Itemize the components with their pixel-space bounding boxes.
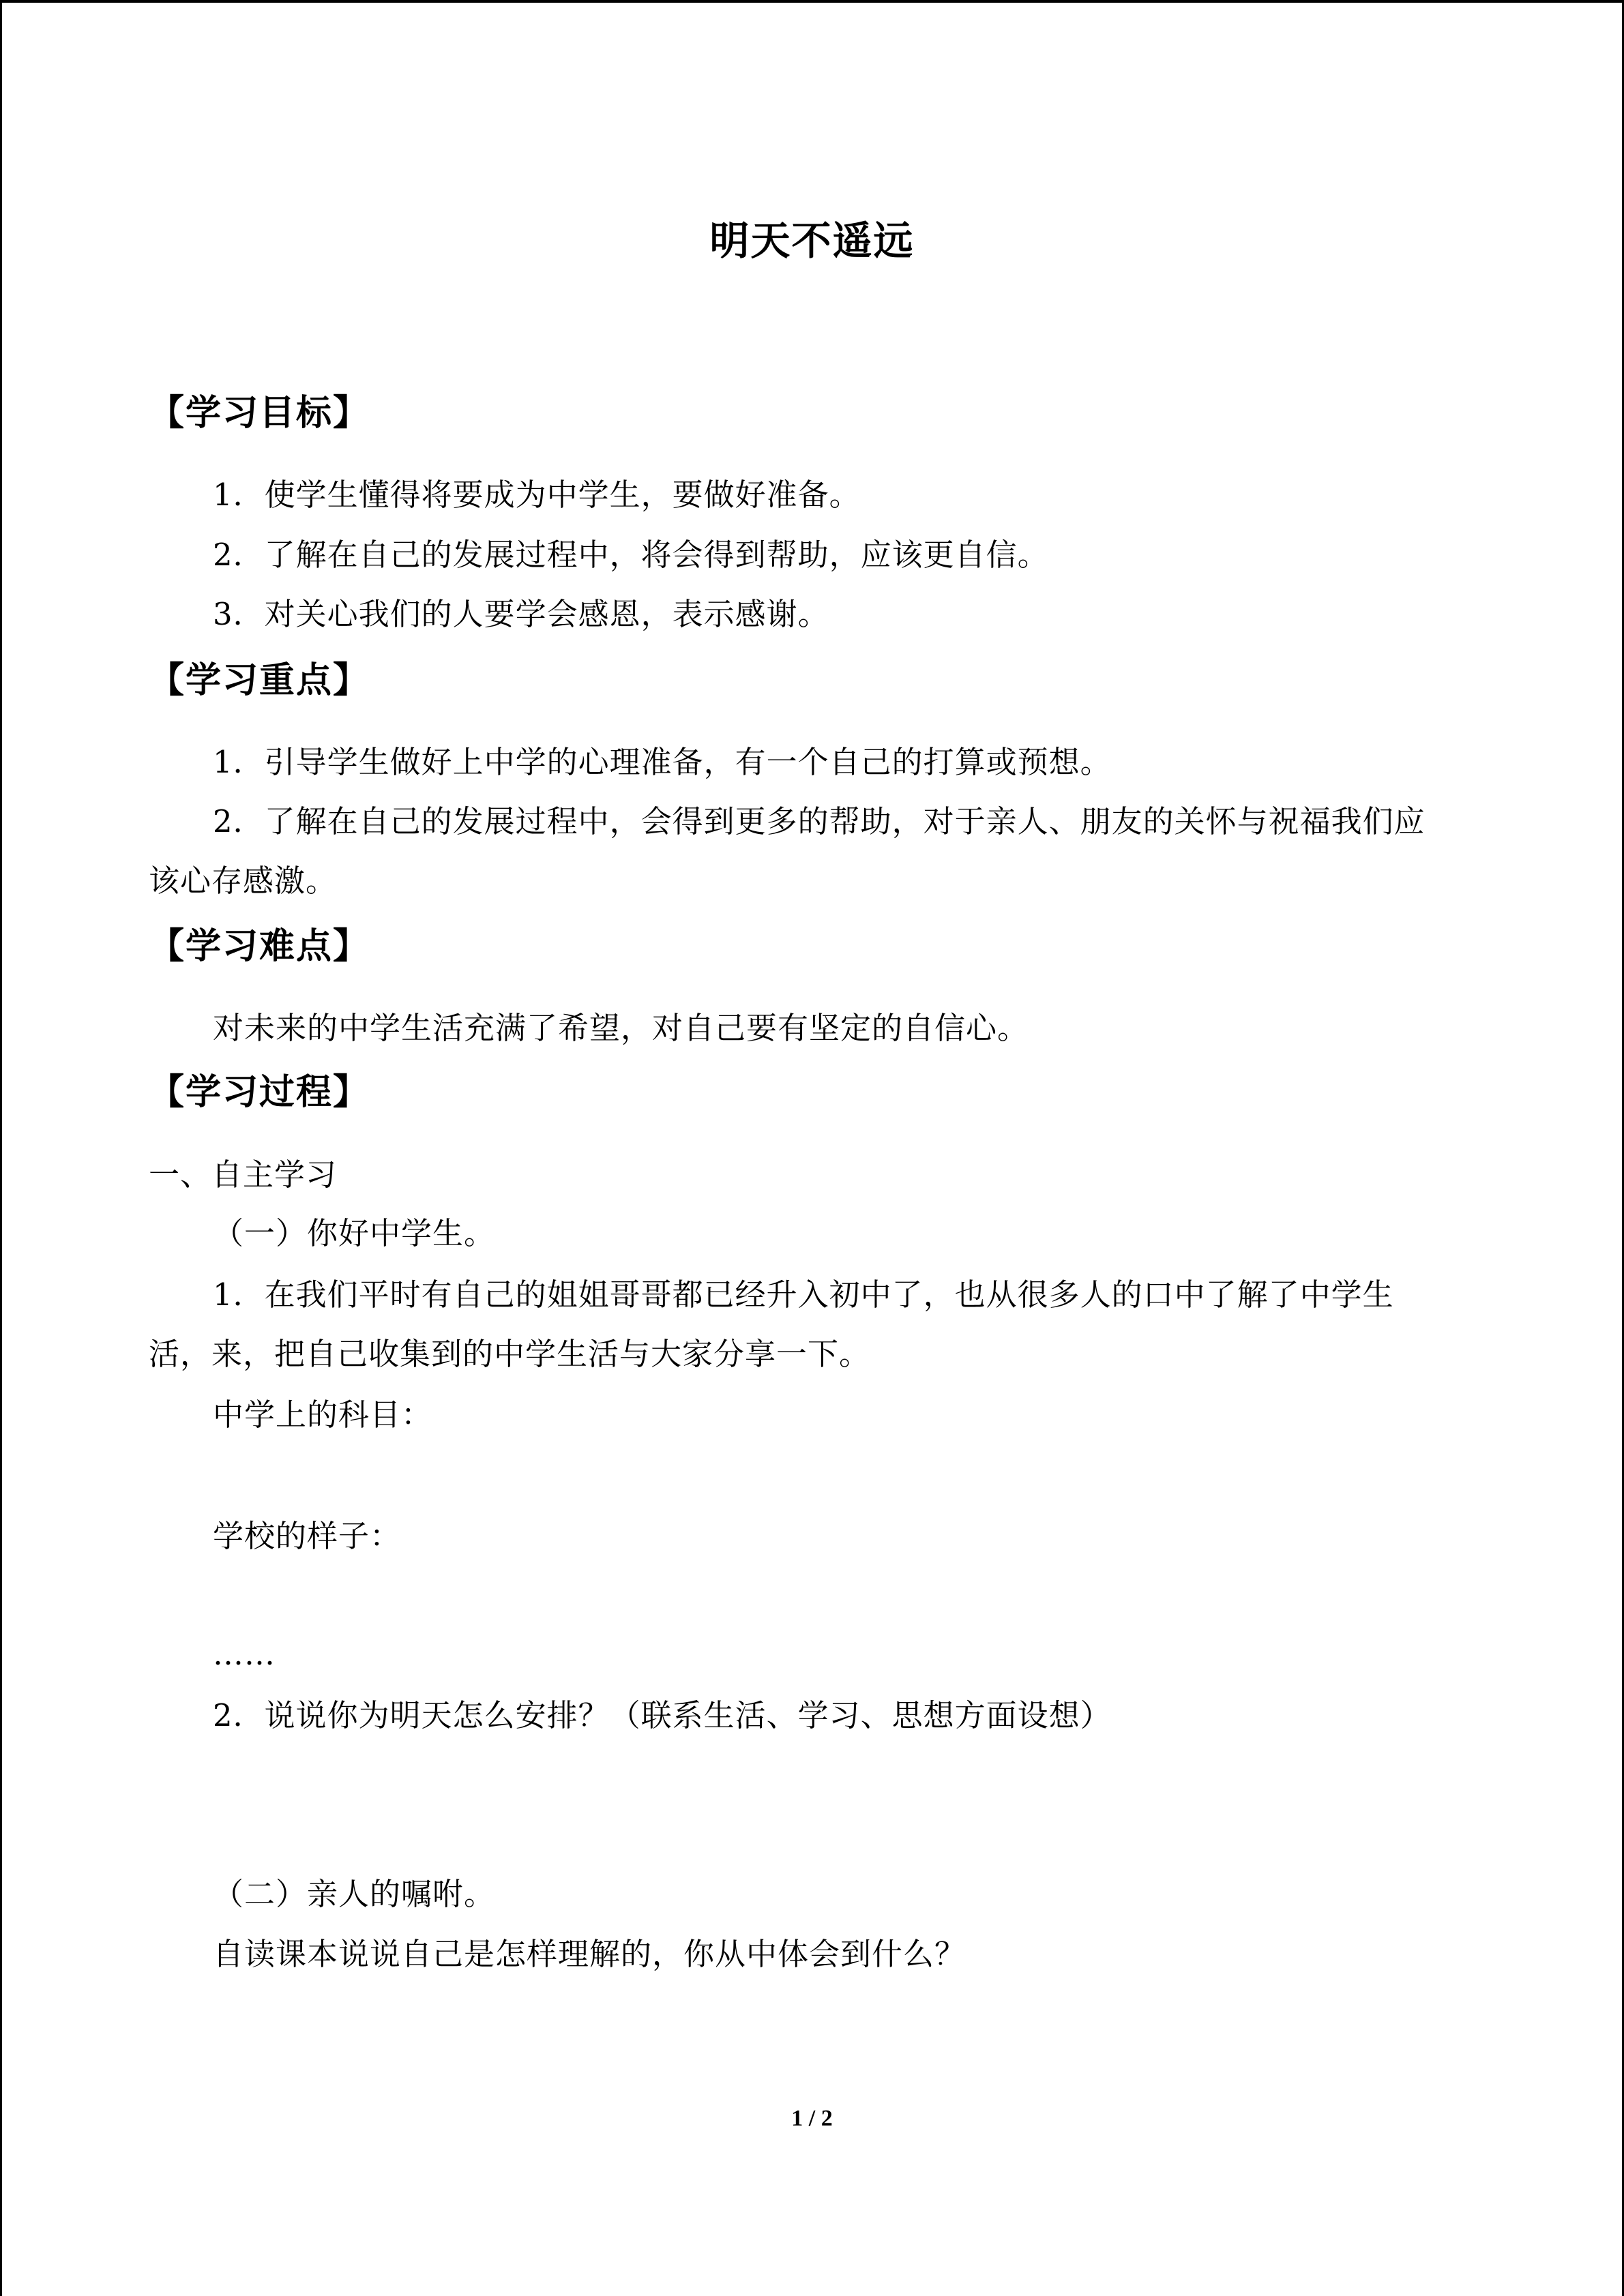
heading-learning-difficulty: 【学习难点】	[149, 926, 370, 967]
focus-item-2: 2．了解在自己的发展过程中，会得到更多的帮助，对于亲人、朋友的关怀与祝福我们应	[213, 803, 1426, 839]
page-number: 1 / 2	[791, 2106, 833, 2131]
sub2-prompt: 自读课本说说自己是怎样理解的，你从中体会到什么？	[213, 1936, 966, 1972]
question-2: 2．说说你为明天怎么安排？（联系生活、学习、思想方面设想）	[213, 1697, 1112, 1733]
heading-learning-focus: 【学习重点】	[149, 660, 370, 701]
question-1-line-1: 1．在我们平时有自己的姐姐哥哥都已经升入初中了，也从很多人的口中了解了中学生	[213, 1277, 1394, 1313]
goal-item-3: 3．对关心我们的人要学会感恩，表示感谢。	[213, 596, 829, 632]
heading-learning-goals: 【学习目标】	[149, 393, 370, 434]
focus-item-1: 1．引导学生做好上中学的心理准备，有一个自己的打算或预想。	[213, 744, 1112, 780]
goal-item-2: 2．了解在自己的发展过程中，将会得到帮助，应该更自信。	[213, 537, 1049, 573]
part1-title: 一、自主学习	[149, 1157, 338, 1193]
document-title: 明天不遥远	[709, 218, 915, 264]
question-1-line-2: 活，来，把自己收集到的中学生活与大家分享一下。	[149, 1336, 871, 1372]
school-label: 学校的样子：	[213, 1518, 402, 1554]
sub2-title: （二）亲人的嘱咐。	[213, 1876, 496, 1912]
heading-learning-process: 【学习过程】	[149, 1072, 370, 1113]
sub1-title: （一）你好中学生。	[213, 1215, 496, 1251]
focus-item-2-continuation: 该心存感激。	[149, 863, 338, 899]
ellipsis: ……	[213, 1636, 276, 1672]
subjects-label: 中学上的科目：	[213, 1397, 433, 1433]
goal-item-1: 1．使学生懂得将要成为中学生，要做好准备。	[213, 477, 861, 513]
difficulty-item-1: 对未来的中学生活充满了希望，对自己要有坚定的自信心。	[213, 1010, 1029, 1046]
